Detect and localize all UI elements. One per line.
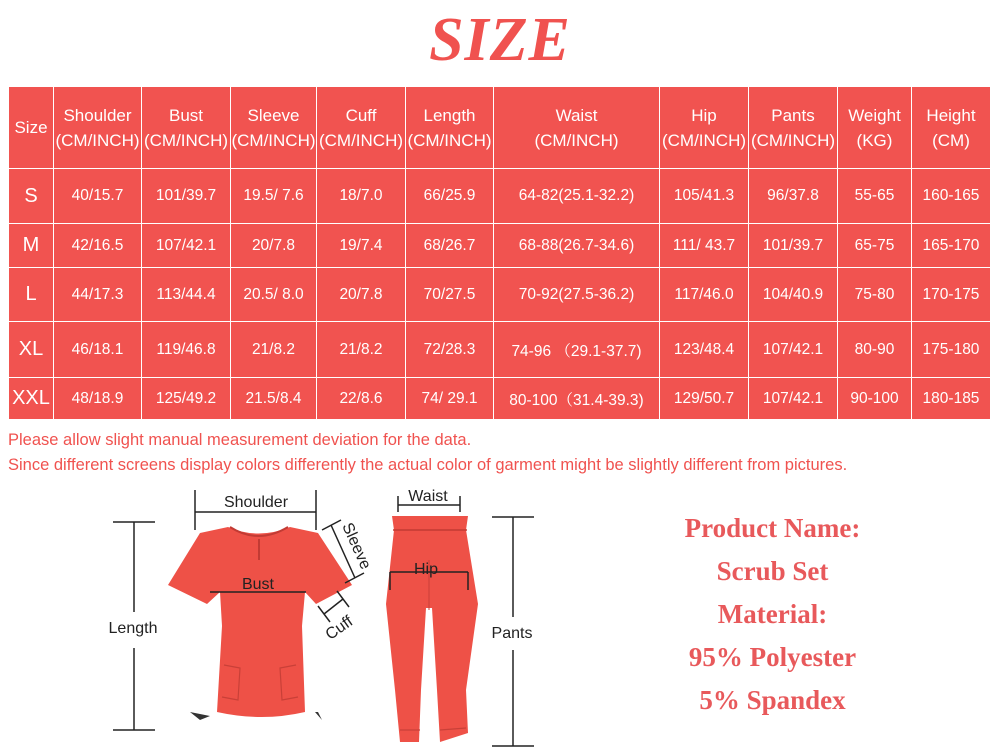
header-waist: Waist (CM/INCH) <box>494 87 660 169</box>
table-cell: 20.5/ 8.0 <box>231 268 317 322</box>
header-height: Height (CM) <box>912 87 991 169</box>
hip-label: Hip <box>413 561 439 578</box>
shoulder-label: Shoulder <box>223 494 289 511</box>
table-cell: 21.5/8.4 <box>231 378 317 420</box>
table-cell: 107/42.1 <box>749 378 838 420</box>
material-polyester: 95% Polyester <box>688 642 857 672</box>
table-cell: 75-80 <box>838 268 912 322</box>
table-cell: 42/16.5 <box>54 224 142 268</box>
table-cell: 66/25.9 <box>406 169 494 224</box>
table-cell: 107/42.1 <box>142 224 231 268</box>
table-cell: 105/41.3 <box>660 169 749 224</box>
header-size: Size <box>9 87 54 169</box>
cuff-label: Cuff <box>322 613 357 644</box>
table-cell: 19/7.4 <box>317 224 406 268</box>
header-cuff: Cuff (CM/INCH) <box>317 87 406 169</box>
table-cell: 55-65 <box>838 169 912 224</box>
table-cell: 70/27.5 <box>406 268 494 322</box>
table-cell: 117/46.0 <box>660 268 749 322</box>
table-cell: S <box>9 169 54 224</box>
header-pants: Pants (CM/INCH) <box>749 87 838 169</box>
header-hip: Hip (CM/INCH) <box>660 87 749 169</box>
table-cell: 107/42.1 <box>749 322 838 378</box>
table-cell: 65-75 <box>838 224 912 268</box>
table-cell: 68/26.7 <box>406 224 494 268</box>
bust-label: Bust <box>241 576 275 593</box>
scrub-pants-image <box>386 516 478 742</box>
header-sleeve: Sleeve (CM/INCH) <box>231 87 317 169</box>
table-cell: 90-100 <box>838 378 912 420</box>
sleeve-label: Sleeve <box>338 520 374 572</box>
table-cell: 80-90 <box>838 322 912 378</box>
table-cell: 80-100（31.4-39.3) <box>494 378 660 420</box>
table-cell: 19.5/ 7.6 <box>231 169 317 224</box>
table-cell: 101/39.7 <box>749 224 838 268</box>
material-spandex: 5% Spandex <box>699 685 846 715</box>
header-bust: Bust (CM/INCH) <box>142 87 231 169</box>
header-length: Length (CM/INCH) <box>406 87 494 169</box>
table-cell: 125/49.2 <box>142 378 231 420</box>
table-cell: 74/ 29.1 <box>406 378 494 420</box>
table-cell: 175-180 <box>912 322 991 378</box>
table-cell: 68-88(26.7-34.6) <box>494 224 660 268</box>
table-cell: 180-185 <box>912 378 991 420</box>
table-cell: M <box>9 224 54 268</box>
scrub-top-image <box>168 527 352 720</box>
material-label: Material: <box>717 599 828 629</box>
table-cell: 20/7.8 <box>317 268 406 322</box>
table-cell: 170-175 <box>912 268 991 322</box>
pants-label: Pants <box>491 625 533 642</box>
product-name-label: Product Name: <box>684 513 861 543</box>
note-color: Since different screens display colors differently the actual color of garment might be slightly different from pictures. <box>8 456 848 474</box>
waist-label: Waist <box>408 488 448 505</box>
table-cell: 21/8.2 <box>317 322 406 378</box>
table-cell: 72/28.3 <box>406 322 494 378</box>
table-cell: 129/50.7 <box>660 378 749 420</box>
table-cell: 165-170 <box>912 224 991 268</box>
table-cell: L <box>9 268 54 322</box>
product-info <box>660 507 885 722</box>
table-cell: 22/8.6 <box>317 378 406 420</box>
table-cell: 70-92(27.5-36.2) <box>494 268 660 322</box>
table-cell: 64-82(25.1-32.2) <box>494 169 660 224</box>
table-cell: 119/46.8 <box>142 322 231 378</box>
table-cell: 160-165 <box>912 169 991 224</box>
page-title: SIZE <box>429 6 571 74</box>
table-cell: 18/7.0 <box>317 169 406 224</box>
table-cell: XL <box>9 322 54 378</box>
table-cell: 21/8.2 <box>231 322 317 378</box>
table-cell: 123/48.4 <box>660 322 749 378</box>
table-cell: 113/44.4 <box>142 268 231 322</box>
header-weight: Weight (KG) <box>838 87 912 169</box>
table-cell: 48/18.9 <box>54 378 142 420</box>
table-cell: 104/40.9 <box>749 268 838 322</box>
note-measurement: Please allow slight manual measurement deviation for the data. <box>8 431 472 449</box>
table-cell: 44/17.3 <box>54 268 142 322</box>
header-shoulder: Shoulder (CM/INCH) <box>54 87 142 169</box>
table-cell: 96/37.8 <box>749 169 838 224</box>
product-name-value: Scrub Set <box>716 556 829 586</box>
table-cell: 20/7.8 <box>231 224 317 268</box>
table-cell: 74-96 （29.1-37.7) <box>494 322 660 378</box>
table-cell: 111/ 43.7 <box>660 224 749 268</box>
table-cell: 46/18.1 <box>54 322 142 378</box>
length-label: Length <box>108 620 158 637</box>
table-cell: XXL <box>9 378 54 420</box>
table-cell: 101/39.7 <box>142 169 231 224</box>
table-cell: 40/15.7 <box>54 169 142 224</box>
